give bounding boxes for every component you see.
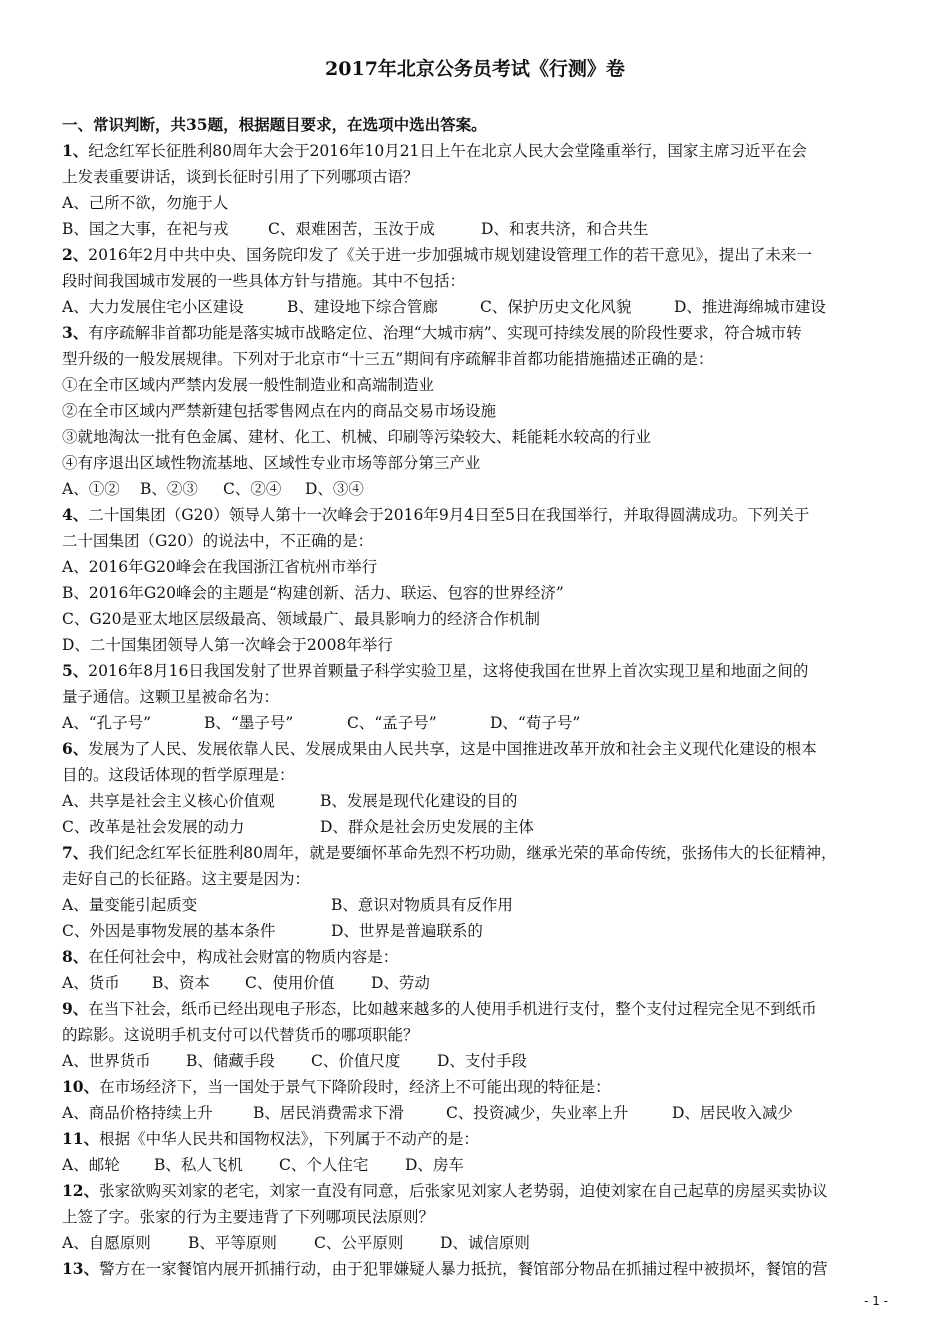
question-4 xyxy=(62,502,890,528)
option-b: B、私人飞机 xyxy=(154,1156,243,1174)
option-b: B、意识对物质具有反作用 xyxy=(331,896,513,914)
option-a: A、自愿原则 xyxy=(62,1234,151,1252)
statement-item-2: ②在全市区域内严禁新建包括零售网点在内的商品交易市场设施 xyxy=(62,402,497,420)
option-b: B、“墨子号” xyxy=(204,714,294,732)
question-text-continued: 量子通信。这颗卫星被命名为： xyxy=(62,688,280,706)
question-number: 12、 xyxy=(62,1181,100,1200)
option-c: C、价值尺度 xyxy=(311,1052,401,1070)
option-a: A、世界货币 xyxy=(62,1052,151,1070)
options-row xyxy=(62,1152,890,1178)
statement-item-4: ④有序退出区域性物流基地、区域性专业市场等部分第三产业 xyxy=(62,454,481,472)
question-text: 2016年2月中共中央、国务院印发了《关于进一步加强城市规划建设管理工作的若干意见》，提出了未来一 xyxy=(88,246,812,264)
question-number: 9、 xyxy=(62,999,89,1018)
options-row xyxy=(62,892,890,918)
question-3 xyxy=(62,320,890,346)
option-d: D、群众是社会历史发展的主体 xyxy=(320,818,534,836)
question-number: 3、 xyxy=(62,323,89,342)
option-b: B、发展是现代化建设的目的 xyxy=(320,792,518,810)
option-c: C、投资减少，失业率上升 xyxy=(446,1104,629,1122)
option-d: D、推进海绵城市建设 xyxy=(674,298,826,316)
options-row xyxy=(62,814,890,840)
question-text: 在任何社会中，构成社会财富的物质内容是： xyxy=(88,948,399,966)
option-d: D、③④ xyxy=(305,480,364,498)
question-number: 7、 xyxy=(62,843,89,862)
question-text-continued: 走好自己的长征路。这主要是因为： xyxy=(62,870,311,888)
question-6 xyxy=(62,736,890,762)
question-text-continued: 二十国集团（G20）的说法中，不正确的是： xyxy=(62,532,374,550)
option-d: D、房车 xyxy=(405,1156,464,1174)
question-number: 4、 xyxy=(62,505,89,524)
option-b: B、国之大事，在祀与戎 xyxy=(62,220,229,238)
question-7 xyxy=(62,840,890,866)
document-body xyxy=(62,112,890,1282)
option-a: A、邮轮 xyxy=(62,1156,120,1174)
options-row xyxy=(62,710,890,736)
option-d: D、二十国集团领导人第一次峰会于2008年举行 xyxy=(62,636,393,654)
question-text: 我们纪念红军长征胜利80周年，就是要缅怀革命先烈不朽功勋，继承光荣的革命传统，张扬伟大的长征精神， xyxy=(88,844,837,862)
option-a: A、货币 xyxy=(62,974,120,992)
question-number: 2、 xyxy=(62,245,89,264)
question-1 xyxy=(62,138,890,164)
question-number: 5、 xyxy=(62,661,89,680)
question-12 xyxy=(62,1178,890,1204)
option-d: D、“荀子号” xyxy=(490,714,581,732)
question-number: 11、 xyxy=(62,1129,100,1148)
options-row xyxy=(62,788,890,814)
question-text-continued: 上签了字。张家的行为主要违背了下列哪项民法原则？ xyxy=(62,1208,435,1226)
question-number: 8、 xyxy=(62,947,89,966)
question-text: 在市场经济下，当一国处于景气下降阶段时，经济上不可能出现的特征是： xyxy=(99,1078,611,1096)
options-row xyxy=(62,294,890,320)
option-a: A、己所不欲，勿施于人 xyxy=(62,194,229,212)
statement-item-3: ③就地淘汰一批有色金属、建材、化工、机械、印刷等污染较大、耗能耗水较高的行业 xyxy=(62,428,652,446)
question-text-continued: 目的。这段话体现的哲学原理是： xyxy=(62,766,295,784)
question-text-continued: 的踪影。这说明手机支付可以代替货币的哪项职能？ xyxy=(62,1026,419,1044)
page-number: - 1 - xyxy=(864,1294,888,1308)
options-row xyxy=(62,216,890,242)
question-number: 13、 xyxy=(62,1259,100,1278)
question-9 xyxy=(62,996,890,1022)
option-c: C、②④ xyxy=(223,480,282,498)
option-a: A、①② xyxy=(62,480,120,498)
question-text: 纪念红军长征胜利80周年大会于2016年10月21日上午在北京人民大会堂隆重举行，国家主席习近平在会 xyxy=(88,142,807,160)
options-row xyxy=(62,970,890,996)
option-d: D、世界是普遍联系的 xyxy=(331,922,483,940)
question-text: 有序疏解非首都功能是落实城市战略定位、治理“大城市病”、实现可持续发展的阶段性要求，符合城市转 xyxy=(88,324,802,342)
option-a: A、共享是社会主义核心价值观 xyxy=(62,792,275,810)
option-b: B、②③ xyxy=(140,480,198,498)
question-text: 2016年8月16日我国发射了世界首颗量子科学实验卫星，这将使我国在世界上首次实现卫星和地面之间的 xyxy=(88,662,809,680)
page-title: 2017年北京公务员考试《行测》卷 xyxy=(325,58,625,80)
question-text: 警方在一家餐馆内展开抓捕行动，由于犯罪嫌疑人暴力抵抗，餐馆部分物品在抓捕过程中被损坏，餐馆的营 xyxy=(99,1260,828,1278)
question-text: 发展为了人民、发展依靠人民、发展成果由人民共享，这是中国推进改革开放和社会主义现代化建设的根本 xyxy=(88,740,817,758)
option-d: D、诚信原则 xyxy=(440,1234,530,1252)
question-number: 10、 xyxy=(62,1077,100,1096)
option-c: C、使用价值 xyxy=(245,974,335,992)
option-d: D、劳动 xyxy=(371,974,430,992)
option-c: C、公平原则 xyxy=(314,1234,404,1252)
question-8 xyxy=(62,944,890,970)
option-d: D、和衷共济，和合共生 xyxy=(481,220,649,238)
question-text-continued: 型升级的一般发展规律。下列对于北京市“十三五”期间有序疏解非首都功能措施描述正确的是： xyxy=(62,350,714,368)
options-row xyxy=(62,476,890,502)
option-a: A、“孔子号” xyxy=(62,714,152,732)
question-5 xyxy=(62,658,890,684)
option-d: D、支付手段 xyxy=(437,1052,527,1070)
option-c: C、改革是社会发展的动力 xyxy=(62,818,245,836)
option-b: B、平等原则 xyxy=(188,1234,277,1252)
option-c: C、个人住宅 xyxy=(279,1156,369,1174)
option-b: B、储藏手段 xyxy=(186,1052,275,1070)
question-text-continued: 上发表重要讲话，谈到长征时引用了下列哪项古语？ xyxy=(62,168,419,186)
question-number: 6、 xyxy=(62,739,89,758)
question-10 xyxy=(62,1074,890,1100)
question-2 xyxy=(62,242,890,268)
question-text: 张家欲购买刘家的老宅，刘家一直没有同意，后张家见刘家人老势弱，迫使刘家在自己起草的房屋买卖协议 xyxy=(99,1182,828,1200)
question-text: 在当下社会，纸币已经出现电子形态，比如越来越多的人使用手机进行支付，整个支付过程完全见不到纸币 xyxy=(88,1000,817,1018)
option-b: B、居民消费需求下滑 xyxy=(253,1104,404,1122)
option-a: A、2016年G20峰会在我国浙江省杭州市举行 xyxy=(62,558,378,576)
option-d: D、居民收入减少 xyxy=(672,1104,793,1122)
options-row xyxy=(62,918,890,944)
question-text: 根据《中华人民共和国物权法》，下列属于不动产的是： xyxy=(99,1130,479,1148)
option-a: A、商品价格持续上升 xyxy=(62,1104,213,1122)
option-c: C、保护历史文化风貌 xyxy=(480,298,632,316)
option-b: B、建设地下综合管廊 xyxy=(287,298,438,316)
option-b: B、资本 xyxy=(152,974,210,992)
question-number: 1、 xyxy=(62,141,89,160)
question-text: 二十国集团（G20）领导人第十一次峰会于2016年9月4日至5日在我国举行，并取得圆满成功。下列关于 xyxy=(88,506,810,524)
option-c: C、G20是亚太地区层级最高、领域最广、最具影响力的经济合作机制 xyxy=(62,610,540,628)
option-a: A、量变能引起质变 xyxy=(62,896,198,914)
option-c: C、艰难困苦，玉汝于成 xyxy=(268,220,435,238)
section-header: 一、常识判断，共35题，根据题目要求，在选项中选出答案。 xyxy=(62,115,487,134)
options-row xyxy=(62,1100,890,1126)
options-row xyxy=(62,1230,890,1256)
statement-item-1: ①在全市区域内严禁内发展一般性制造业和高端制造业 xyxy=(62,376,435,394)
question-13 xyxy=(62,1256,890,1282)
options-row xyxy=(62,1048,890,1074)
question-text-continued: 段时间我国城市发展的一些具体方针与措施。其中不包括： xyxy=(62,272,466,290)
option-b: B、2016年G20峰会的主题是“构建创新、活力、联运、包容的世界经济” xyxy=(62,584,564,602)
question-11 xyxy=(62,1126,890,1152)
option-c: C、外因是事物发展的基本条件 xyxy=(62,922,276,940)
option-c: C、“孟子号” xyxy=(347,714,437,732)
option-a: A、大力发展住宅小区建设 xyxy=(62,298,244,316)
